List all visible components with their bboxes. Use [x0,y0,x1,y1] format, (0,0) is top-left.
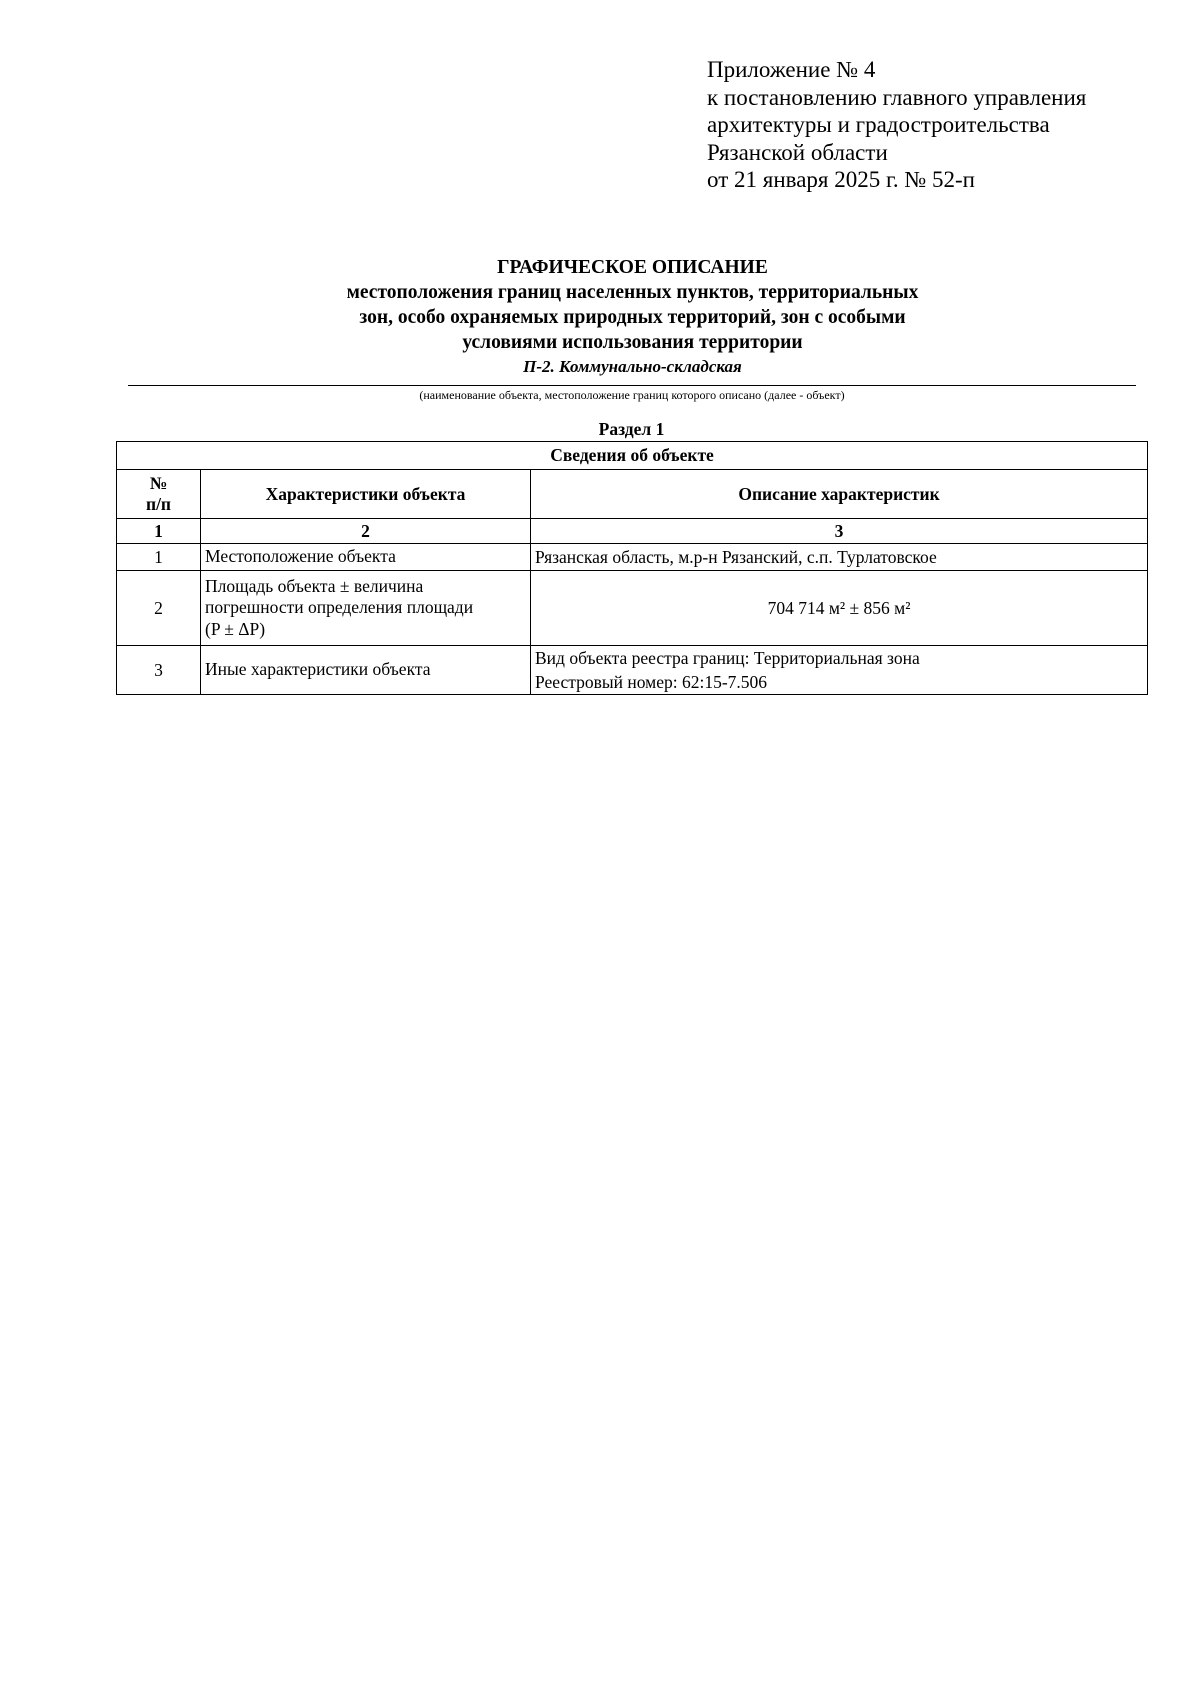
row-num: 2 [117,571,201,646]
header-description: Описание характеристик [531,470,1148,519]
row-characteristic: Местоположение объекта [201,544,531,571]
object-name: П-2. Коммунально-складская [523,357,742,376]
column-number-row [117,519,1148,544]
table-row [117,646,1148,695]
row-description [531,646,1148,695]
row-characteristic-line-3: (P ± ΔP) [205,618,266,639]
column-number-3: 3 [531,519,1148,544]
header-num-line-2: п/п [145,494,172,514]
row-num: 1 [117,544,201,571]
object-info-table [116,441,1148,695]
section-title: Раздел 1 [598,419,665,439]
object-name-underline [128,385,1136,386]
appendix-line-1: Приложение № 4 [707,57,876,82]
row-characteristic [201,571,531,646]
document-subtitle-line-3: условиями использования территории [462,332,803,353]
appendix-header [707,56,1177,194]
appendix-line-5: от 21 января 2025 г. № 52-п [707,167,975,192]
row-description-line-2: Реестровый номер: 62:15-7.506 [535,672,768,692]
header-num-line-1: № [149,473,168,493]
table-caption: Сведения об объекте [117,442,1148,470]
appendix-line-2: к постановлению главного управления [707,84,1087,110]
table-header-row [117,470,1148,519]
row-description: Рязанская область, м.р-н Рязанский, с.п. Турлатовское [531,544,1148,571]
table-row [117,571,1148,646]
document-title: ГРАФИЧЕСКОЕ ОПИСАНИЕ [497,257,768,278]
appendix-line-4: Рязанской области [707,139,888,165]
header-num [117,470,201,519]
object-name-caption: (наименование объекта, местоположение границ которого описано (далее - объект) [419,388,845,402]
row-num: 3 [117,646,201,695]
row-description-line-1: Вид объекта реестра границ: Территориальная зона [535,648,920,668]
row-characteristic: Иные характеристики объекта [201,646,531,695]
document-title-block [120,255,1145,378]
column-number-2: 2 [201,519,531,544]
table-caption-row [117,442,1148,470]
appendix-line-3: архитектуры и градостроительства [707,112,1050,137]
header-characteristic: Характеристики объекта [201,470,531,519]
table-row [117,544,1148,571]
column-number-1: 1 [117,519,201,544]
document-subtitle-line-2: зон, особо охраняемых природных территорий, зон с особыми [359,307,906,328]
row-characteristic-line-1: Площадь объекта ± величина [205,575,424,596]
row-characteristic-line-2: погрешности определения площади [205,597,474,618]
row-description: 704 714 м² ± 856 м² [531,571,1148,646]
document-subtitle-line-1: местоположения границ населенных пунктов, территориальных [346,282,919,303]
